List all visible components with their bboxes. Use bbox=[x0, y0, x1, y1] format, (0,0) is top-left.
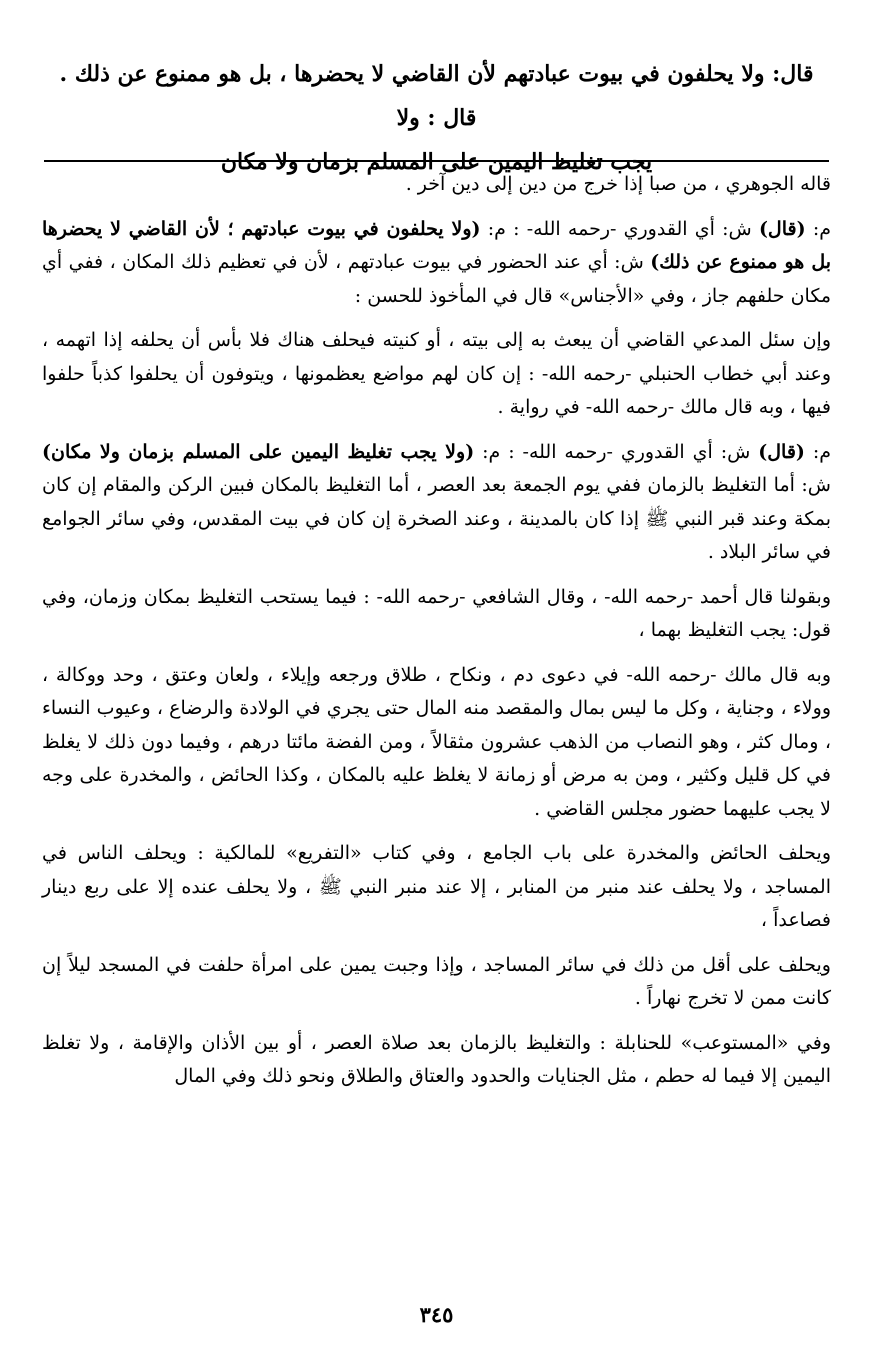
paragraph-9: وفي «المستوعب» للحنابلة : والتغليظ بالزمان بعد صلاة العصر ، أو بين الأذان والإقامة ، ولا تغلظ اليمين إلا فيما له حطم ، مثل الجنايات والحدود والعتاق والطلاق ونحو ذلك وفي المال bbox=[42, 1031, 831, 1087]
bold-matn-quote: (ولا يجب تغليظ اليمين على المسلم بزمان ولا مكان) bbox=[42, 440, 475, 463]
bold-term: (قال) bbox=[758, 440, 805, 463]
paragraph-7: ويحلف الحائض والمخدرة على باب الجامع ، وفي كتاب «التفريع» للمالكية : ويحلف الناس في المساجد ، ولا يحلف عند منبر من المنابر ، إلا عند منبر النبي ﷺ ، ولا يحلف عنده إلا على ربع دينار فصاعداً ، bbox=[42, 842, 831, 931]
bold-matn-quote: (ولا يحلفون في بيوت عبادتهم ؛ لأن القاضي لا يحضرها بل هو ممنوع عن ذلك) bbox=[42, 217, 831, 273]
text: ش: أي القدوري -رحمه الله- : م: bbox=[480, 217, 759, 240]
marker: م: bbox=[805, 217, 831, 240]
commentary-body bbox=[42, 168, 831, 1105]
header-divider bbox=[44, 160, 829, 162]
text: ش: أما التغليظ بالزمان ففي يوم الجمعة بعد العصر ، أما التغليظ بالمكان فبين الركن والمقام إن كان بمكة وعند قبر النبي ﷺ إذا كان بالمدينة ، وعند الصخرة إن كان في بيت المقدس، وفي سائر الجوامع في سائر البلاد . bbox=[42, 474, 831, 563]
bold-term: (قال) bbox=[758, 217, 806, 240]
paragraph-6: وبه قال مالك -رحمه الله- في دعوى دم ، ونكاح ، طلاق ورجعه وإيلاء ، ولعان وعتق ، وحد ووكالة ، وولاء ، وجناية ، وكل ما ليس بمال والمقصد منه المال حتى يجري في الولادة والرضاع ، وعيوب النساء ، ومال كثر ، وهو النصاب من الذهب عشرون مثقالاً ، ومن الفضة مائتا درهم ، وفيما دون ذلك لا يغلظ في كل قليل وكثير ، ومن به مرض أو زمانة لا يغلظ عليه بالمكان ، وكذا الحائض ، والمخدرة على وجه لا يجب عليهما حضور مجلس القاضي . bbox=[42, 663, 831, 820]
paragraph-5: وبقولنا قال أحمد -رحمه الله- ، وقال الشافعي -رحمه الله- : فيما يستحب التغليظ بمكان وزمان، وفي قول: يجب التغليظ بهما ، bbox=[42, 585, 831, 641]
text: ش: أي عند الحضور في بيوت عبادتهم ، لأن في تعظيم ذلك المكان ، ففي أي مكان حلفهم جاز ، وفي «الأجناس» قال في المأخوذ للحسن : bbox=[42, 251, 831, 307]
paragraph-1: قاله الجوهري ، من صبا إذا خرج من دين إلى دين آخر . bbox=[405, 173, 831, 195]
paragraph-3: وإن سئل المدعي القاضي أن يبعث به إلى بيته ، أو كنيته فيحلف هناك فلا بأس أن يحلفه إذا اتهمه ، وعند أبي خطاب الحنبلي -رحمه الله- : إن كان لهم مواضع يعظمونها ، ويتوفون أن يحلفوا كذباً حلفوا فيها ، وبه قال مالك -رحمه الله- في رواية . bbox=[42, 329, 831, 418]
header-line-1: قال: ولا يحلفون في بيوت عبادتهم لأن القاضي لا يحضرها ، بل هو ممنوع عن ذلك . قال : ولا bbox=[59, 61, 814, 131]
header-line-2: يجب تغليظ اليمين على المسلم بزمان ولا مكان bbox=[220, 149, 653, 175]
page-number: ٣٤٥ bbox=[419, 1302, 454, 1327]
paragraph-4 bbox=[42, 436, 831, 570]
paragraph-2 bbox=[42, 213, 831, 314]
text: ش: أي القدوري -رحمه الله- : م: bbox=[474, 440, 759, 463]
marker: م: bbox=[804, 440, 831, 463]
paragraph-8: ويحلف على أقل من ذلك في سائر المساجد ، وإذا وجبت يمين على امرأة حلفت في المسجد ليلاً إن كانت ممن لا تخرج نهاراً . bbox=[42, 953, 831, 1009]
matn-header bbox=[40, 52, 833, 184]
